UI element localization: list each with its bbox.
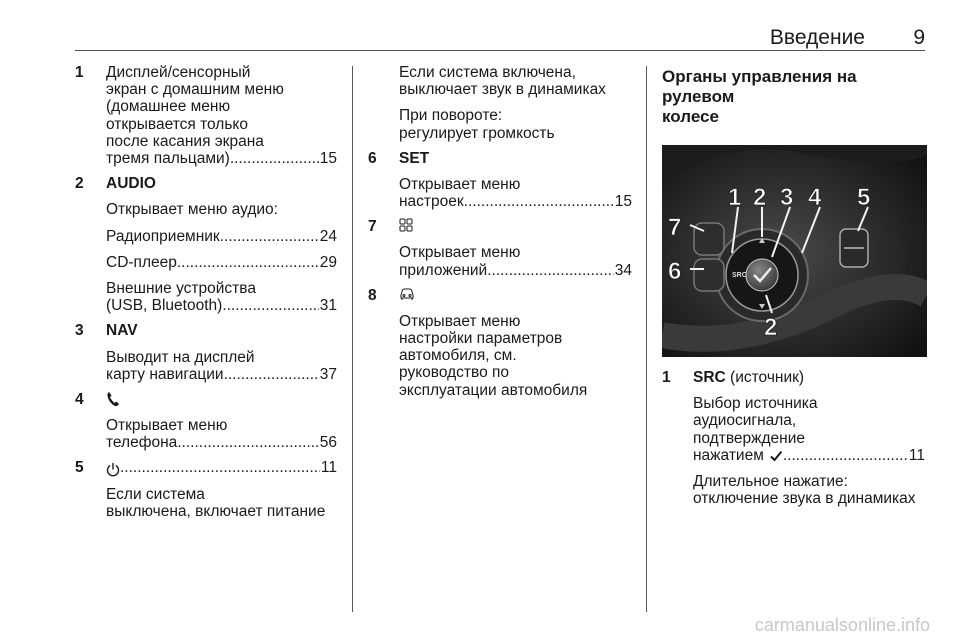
list-item-1	[75, 64, 337, 167]
page-ref: 34	[614, 261, 632, 279]
list-item-7	[368, 218, 632, 278]
item-number: 1	[662, 369, 671, 386]
page-ref: 11	[320, 459, 337, 477]
callout-1: 1	[728, 184, 742, 211]
item-number: 3	[75, 322, 84, 340]
page-ref: 24	[319, 227, 337, 245]
toc-line	[106, 228, 337, 245]
toc-text: карту навигации	[106, 365, 224, 383]
page-ref: 31	[319, 297, 337, 315]
toc-text: телефона	[106, 434, 178, 452]
list-item-5	[75, 459, 337, 520]
page-number: 9	[913, 26, 925, 49]
toc-line	[693, 447, 925, 464]
checkmark-icon	[764, 449, 783, 464]
item-text: Выводит на дисплей	[106, 348, 255, 366]
toc-text: (USB, Bluetooth)	[106, 297, 223, 315]
list-item-3	[75, 322, 337, 383]
item-text: Открывает меню	[399, 244, 521, 262]
column-2	[368, 64, 632, 399]
paragraph: При повороте: регулирует громкость	[399, 107, 555, 142]
item-text: Дисплей/сенсорный экран с домашним меню (домашнее меню открывается только после касания экрана	[106, 64, 284, 150]
page-ref: 29	[319, 253, 337, 271]
toc-text: CD-плеер	[106, 253, 177, 271]
watermark: carmanualsonline.info	[754, 615, 930, 635]
item-number: 2	[75, 175, 84, 193]
item-text: Открывает меню	[399, 176, 521, 194]
column-3	[662, 64, 925, 507]
item-number: 8	[368, 286, 377, 304]
paragraph: Если система включена, выключает звук в динамиках	[399, 64, 606, 99]
list-item-6	[368, 150, 632, 211]
toc-line	[106, 254, 337, 271]
callout-3: 3	[780, 184, 794, 211]
apps-grid-icon	[399, 218, 632, 235]
list-item-src	[662, 369, 925, 507]
item-desc: Длительное нажатие: отключение звука в динамиках	[693, 473, 916, 508]
item-text: Открывает меню	[106, 417, 228, 435]
item-label: AUDIO	[106, 175, 156, 193]
continued-text	[368, 64, 632, 142]
item-label: NAV	[106, 322, 138, 340]
list-item-4	[75, 391, 337, 451]
item-number: 5	[75, 459, 84, 477]
toc-text: Радиоприемник	[106, 227, 220, 245]
callout-4: 4	[808, 184, 822, 211]
callout-2: 2	[753, 184, 767, 211]
item-number: 1	[75, 64, 84, 81]
callout-2b: 2	[764, 314, 778, 341]
list-item-8	[368, 287, 632, 399]
phone-icon	[106, 391, 337, 408]
item-number: 4	[75, 391, 84, 409]
item-label-suffix: (источник)	[725, 369, 805, 386]
toc-line	[106, 150, 337, 167]
section-heading: Органы управления на рулевом колесе	[662, 67, 857, 126]
toc-text: приложений	[399, 261, 488, 279]
page-ref: 15	[319, 150, 337, 168]
item-number: 6	[368, 149, 377, 167]
item-desc: Открывает меню аудио:	[106, 201, 278, 219]
item-label: SET	[399, 149, 430, 167]
src-label: SRC	[732, 272, 747, 279]
column-divider	[646, 66, 647, 612]
column-divider	[352, 66, 353, 612]
list-item-2	[75, 175, 337, 314]
power-icon	[106, 462, 120, 477]
item-number: 7	[368, 218, 377, 236]
callout-6: 6	[668, 258, 682, 285]
page-header	[75, 26, 925, 50]
item-text: Внешние устройства	[106, 280, 256, 298]
item-label: SRC	[693, 369, 726, 386]
toc-line	[399, 193, 632, 210]
page-ref: 15	[614, 193, 632, 211]
car-settings-icon	[399, 287, 632, 304]
page-ref: 37	[319, 365, 337, 383]
toc-line	[106, 297, 337, 314]
toc-text: настроек	[399, 193, 464, 211]
callout-5: 5	[857, 184, 871, 211]
header-rule	[75, 50, 925, 51]
callout-7: 7	[668, 214, 682, 241]
toc-line	[106, 366, 337, 383]
toc-text: тремя пальцами)	[106, 150, 230, 168]
toc-line	[106, 459, 337, 476]
page-ref: 56	[319, 434, 337, 452]
toc-text: нажатием	[693, 446, 764, 464]
item-desc: Если система выключена, включает питание	[106, 485, 326, 520]
steering-wheel-image	[662, 145, 927, 357]
item-desc: Выбор источника аудиосигнала, подтверждение	[693, 395, 818, 447]
item-desc: Открывает меню настройки параметров автомобиля, см. руководство по эксплуатации автомобиля	[399, 312, 588, 399]
toc-line	[399, 262, 632, 279]
column-1	[75, 64, 337, 520]
toc-line	[106, 434, 337, 451]
page-title: Введение	[769, 26, 865, 49]
page-ref: 11	[908, 446, 925, 464]
